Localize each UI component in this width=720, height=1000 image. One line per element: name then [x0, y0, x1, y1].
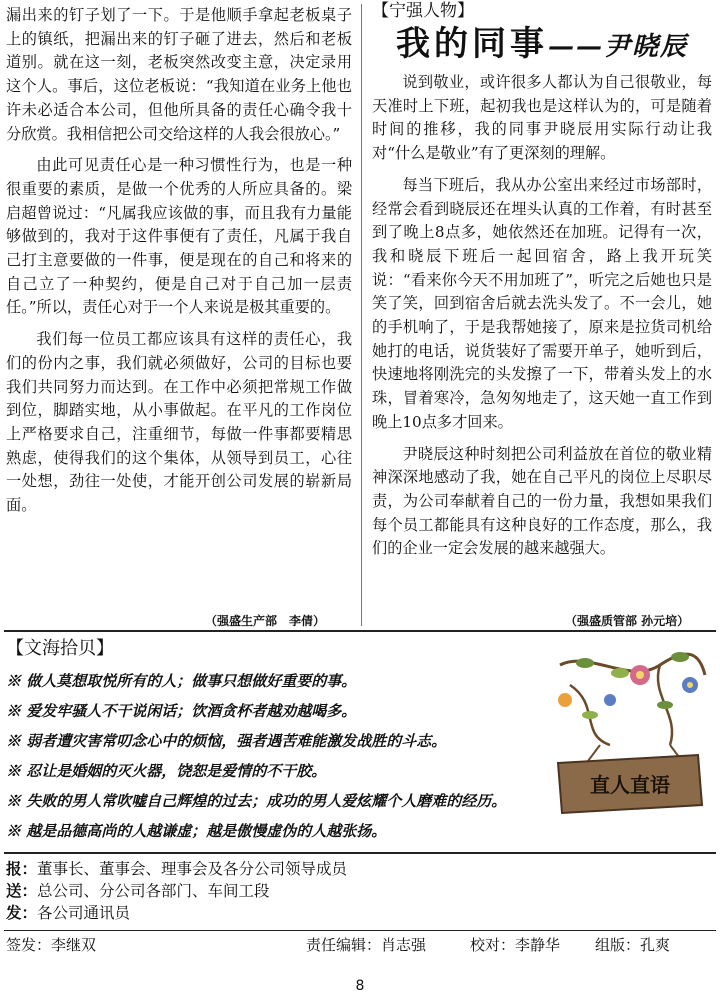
quote-item: ※ 越是品德高尚的人越谦虚；越是傲慢虚伪的人越张扬。 [6, 822, 387, 840]
left-paragraph-1: 漏出来的钉子划了一下。于是他顺手拿起老板桌子上的镇纸，把漏出来的钉子砸了进去，然后和老板道别。就在这一刻，老板突然改变主意，决定录用这个人。事后，这位老板说：“我知道在业务上他也许未必适合本公司，但他所具备的责任心确令我十分欣赏。我相信把公司交给这样的人我会很放心。” [6, 6, 352, 143]
right-byline: （强盛质管部 孙元培） [565, 614, 690, 628]
quote-item: ※ 做人莫想取悦所有的人；做事只想做好重要的事。 [6, 672, 357, 690]
quote-item: ※ 失败的男人常吹嘘自己辉煌的过去；成功的男人爱炫耀个人磨难的经历。 [6, 792, 507, 810]
left-paragraph-2: 由此可见责任心是一种习惯性行为，也是一种很重要的素质，是做一个优秀的人所应具备的。梁启超曾说过：“凡属我应该做的事，而且我有力量能够做到的，我对于这件事便有了责任，凡属于我自己打主意要做的一件事，便是现在的自己和将来的自己立了一种契约，便是自己对于自己加一层责任。”所以，责任心对于一个人来说是极其重要的。 [6, 156, 352, 317]
distribution-list [6, 858, 712, 924]
wenhai-heading: 【文海拾贝】 [6, 638, 114, 659]
feature-title-author: ——尹晓辰 [547, 32, 688, 62]
distribution-row-issue: 发：各公司通讯员 [6, 904, 131, 922]
right-paragraph-2: 每当下班后，我从办公室出来经过市场部时，经常会看到晓辰还在埋头认真的工作着，有时甚至到了晚上8点多，她依然还在加班。记得有一次，我和晓辰下班后一起回宿舍，路上我开玩笑说：“看来你今天不用加班了”，听完之后她也只是笑了笑，回到宿舍后就去洗头发了。不一会儿，她的手机响了，于是我帮她接了，原来是拉货司机给她打的电话，说货装好了需要开单子，她听到后，快速地将刚洗完的头发擦了一下，带着头发上的水珠，冒着寒冷，急匆匆地走了，这天她一直工作到晚上10点多才回来。 [372, 175, 712, 431]
right-paragraph-1: 说到敬业，或许很多人都认为自己很敬业，每天准时上下班，起初我也是这样认为的，可是随着时间的推移，我的同事尹晓辰用实际行动让我对“什么是敬业”有了更深刻的理解。 [372, 73, 712, 163]
footer-divider [4, 930, 716, 931]
quote-item: ※ 爱发牢骚人不干说闲话；饮酒贪杯者越劝越喝多。 [6, 702, 357, 720]
layout-credit: 组版：孔爽 [595, 936, 671, 954]
left-column [6, 4, 352, 518]
feature-title-main: 我的同事 [395, 24, 548, 64]
section-divider-top [4, 630, 716, 632]
column-divider [361, 4, 362, 626]
footer-credits [6, 935, 712, 955]
vine-decoration [558, 652, 705, 745]
proofreader: 校对：李静华 [470, 936, 561, 954]
vine-sign-illustration [540, 645, 710, 830]
left-paragraph-3: 我们每一位员工都应该具有这样的责任心，我们的份内之事，我们就必须做好，公司的目标也要我们共同努力而达到。在工作中必须把常规工作做到位，脚踏实地，从小事做起。在平凡的工作岗位上严格要求自己，注重细节，每做一件事都要精思熟虑，使得我们的这个集体，从领导到员工，心往一处想，劲往一处使，才能开创公司发展的崭新局面。 [6, 330, 352, 515]
right-column [372, 0, 712, 561]
section-tag-ningqiang-people: 【宁强人物】 [372, 1, 474, 21]
distribution-row-report: 报：董事长、董事会、理事会及各分公司领导成员 [6, 860, 348, 878]
sign-text: 直人直语 [590, 773, 670, 797]
right-paragraph-3: 尹晓辰这种时刻把公司利益放在首位的敬业精神深深地感动了我，她在自己平凡的岗位上尽职尽责，为公司奉献着自己的一份力量，我想如果我们每个员工都能具有这种良好的工作态度，那么，我们的企业一定会发展的越来越强大。 [372, 444, 712, 558]
section-divider-bottom [4, 852, 716, 854]
quote-item: ※ 弱者遭灾害常叨念心中的烦恼，强者遇苦难能激发战胜的斗志。 [6, 732, 447, 750]
feature-title [372, 24, 712, 67]
issuer: 签发：李继双 [6, 936, 97, 954]
quote-item: ※ 忍让是婚姻的灭火器，饶恕是爱情的不干胶。 [6, 762, 327, 780]
left-byline: （强盛生产部 李倩） [205, 614, 326, 628]
page-number: 8 [355, 978, 365, 994]
distribution-row-send: 送：总公司、分公司各部门、车间工段 [6, 882, 270, 900]
editor: 责任编辑：肖志强 [306, 936, 427, 954]
